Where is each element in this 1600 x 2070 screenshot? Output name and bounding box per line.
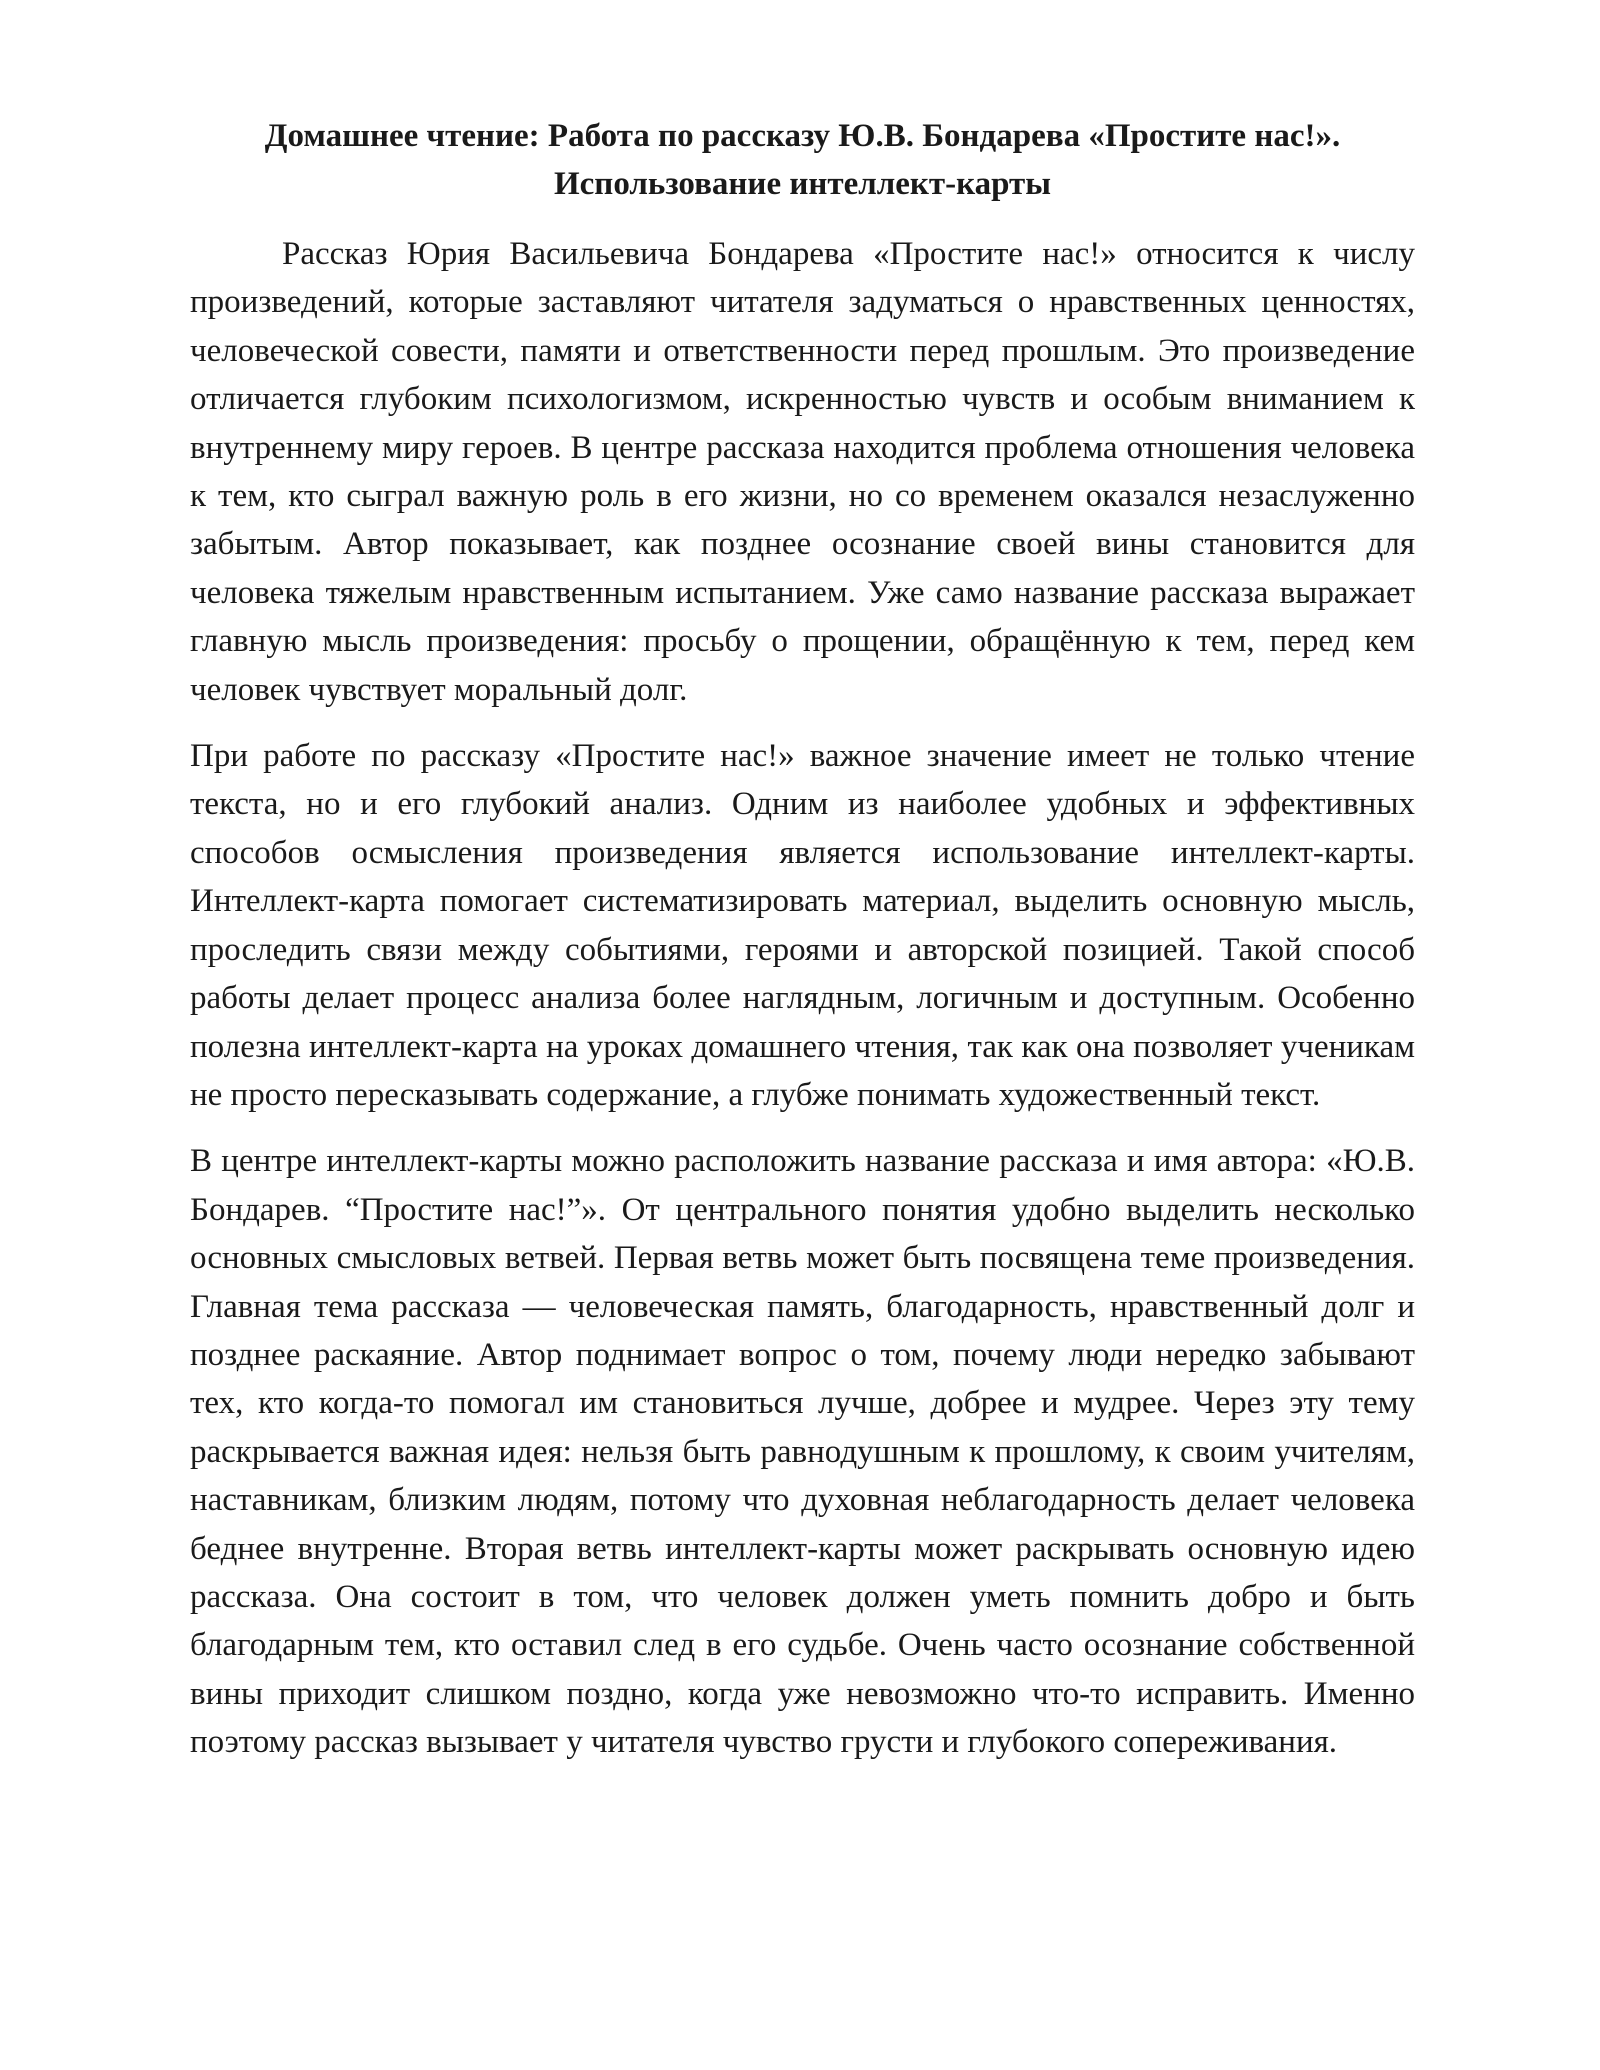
document-body xyxy=(190,112,1415,1767)
paragraph-3: В центре интеллект-карты можно расположить название рассказа и имя автора: «Ю.В. Бондарев. “Простите нас!”». От центрального понятия удобно выделить несколько основных смысловых ветвей. Первая ветвь может быть посвящена теме произведения. Главная тема рассказа — человеческая память, благодарность, нравственный долг и позднее раскаяние. Автор поднимает вопрос о том, почему люди нередко забывают тех, кто когда-то помогал им становиться лучше, добрее и мудрее. Через эту тему раскрывается важная идея: нельзя быть равнодушным к прошлому, к своим учителям, наставникам, близким людям, потому что духовная неблагодарность делает человека беднее внутренне. Вторая ветвь интеллект-карты может раскрывать основную идею рассказа. Она состоит в том, что человек должен уметь помнить добро и быть благодарным тем, кто оставил след в его судьбе. Очень часто осознание собственной вины приходит слишком поздно, когда уже невозможно что-то исправить. Именно поэтому рассказ вызывает у читателя чувство грусти и глубокого сопереживания. xyxy=(190,1143,1415,1761)
document-title-line-2: Использование интеллект-карты xyxy=(553,166,1052,202)
paragraph-1: Рассказ Юрия Васильевича Бондарева «Простите нас!» относится к числу произведений, которые заставляют читателя задуматься о нравственных ценностях, человеческой совести, памяти и ответственности перед прошлым. Это произведение отличается глубоким психологизмом, искренностью чувств и особым вниманием к внутреннему миру героев. В центре рассказа находится проблема отношения человека к тем, кто сыграл важную роль в его жизни, но со временем оказался незаслуженно забытым. Автор показывает, как позднее осознание своей вины становится для человека тяжелым нравственным испытанием. Уже само название рассказа выражает главную мысль произведения: просьбу о прощении, обращённую к тем, перед кем человек чувствует моральный долг. xyxy=(190,236,1415,708)
document-title-line-1: Домашнее чтение: Работа по рассказу Ю.В. Бондарева «Простите нас!». xyxy=(264,118,1341,154)
document-title xyxy=(190,112,1415,208)
paragraph-2: При работе по рассказу «Простите нас!» важное значение имеет не только чтение текста, но и его глубокий анализ. Одним из наиболее удобных и эффективных способов осмысления произведения является использование интеллект-карты. Интеллект-карта помогает систематизировать материал, выделить основную мысль, проследить связи между событиями, героями и авторской позицией. Такой способ работы делает процесс анализа более наглядным, логичным и доступным. Особенно полезна интеллект-карта на уроках домашнего чтения, так как она позволяет ученикам не просто пересказывать содержание, а глубже понимать художественный текст. xyxy=(190,738,1415,1113)
